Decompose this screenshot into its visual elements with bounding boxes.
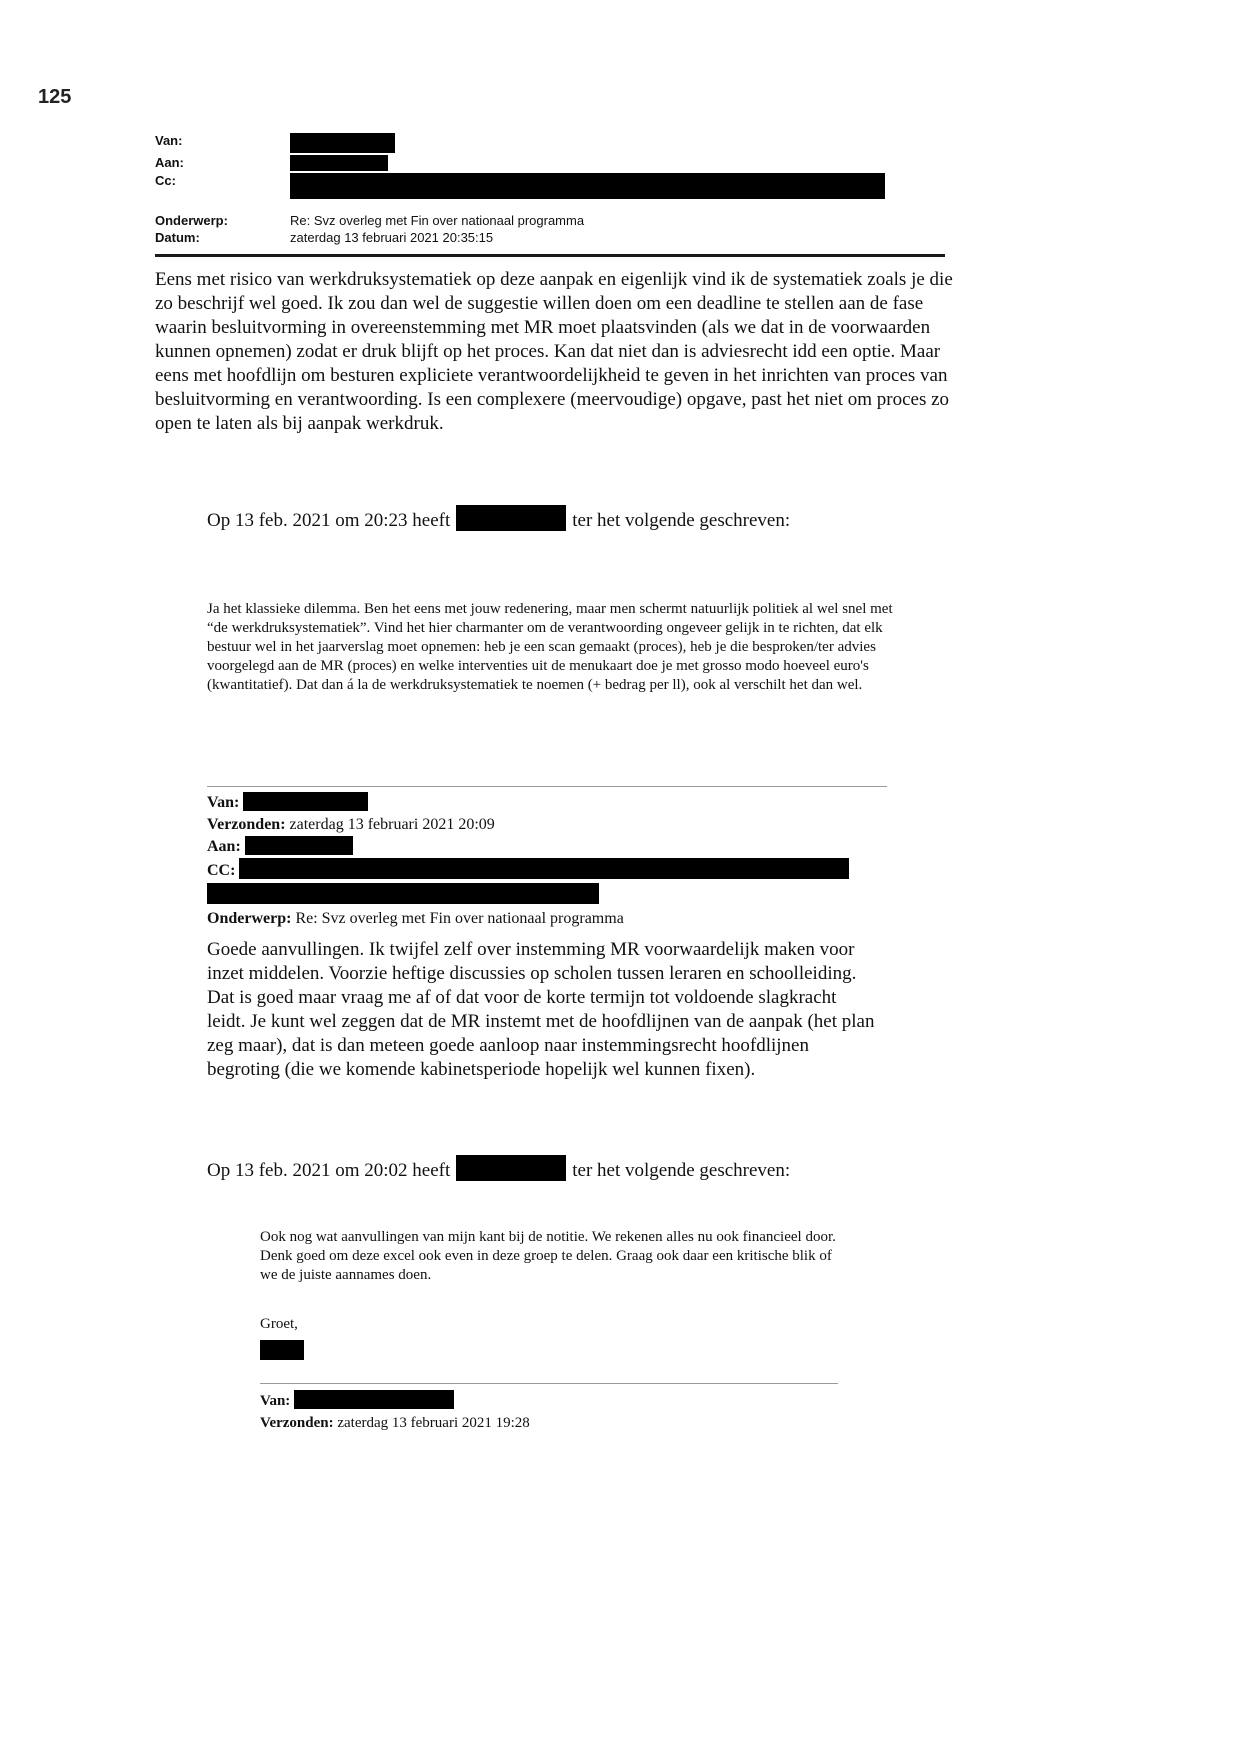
email2-onderwerp-row — [207, 908, 849, 929]
header-spacer — [155, 201, 885, 213]
onderwerp-label: Onderwerp: — [155, 213, 228, 228]
quote2-body: Ook nog wat aanvullingen van mijn kant bij de notitie. We rekenen alles nu ook financieel door. Denk goed om deze excel ook even in deze groep te delen. Graag ook daar een kritische blik of we de juiste aannames doen. — [260, 1229, 836, 1283]
email1-datum-row — [155, 230, 885, 245]
redaction-bar — [290, 155, 388, 171]
email1-header — [155, 133, 885, 247]
quote1-body: Ja het klassieke dilemma. Ben het eens met jouw redenering, maar men schermt natuurlijk politiek al wel snel met “de werkdruksystematiek”. Vind het hier charmanter om de verantwoording ongeveer gelijk in te richten, dat elk bestuur wel in het jaarverslag moet opnemen: heb je een scan gemaakt (proces), heb je die besproken/ter advies voorgelegd aan de MR (proces) en welke interventies uit de menukaart doe je met grosso modo hoeveel euro's (kwantitatief). Dat dan á la de werkdruksystematiek te noemen (+ bedrag per ll), ook al verschilt het dan wel. — [207, 601, 893, 693]
datum-value: zaterdag 13 februari 2021 20:35:15 — [290, 230, 494, 245]
redaction-bar — [290, 173, 885, 199]
email1-body: Eens met risico van werkdruksystematiek op deze aanpak en eigenlijk vind ik de systematiek zoals je die zo beschrijf wel goed. Ik zou dan wel de suggestie willen doen om een deadline te stellen aan de fase waarin besluitvorming in overeenstemming met MR moet plaatsvinden (als we dat in de voorwaarden kunnen opnemen) zodat er druk blijft op het proces. Kan dat niet dan is adviesrecht idd een optie. Maar eens met hoofdlijn om besturen expliciete verantwoordelijkheid te geven in het inrichten van proces van besluitvorming en verantwoording. Is een complexere (meervoudige) opgave, past het niet om proces zo open te laten als bij aanpak werkdruk. — [155, 269, 953, 434]
van-label: Van: — [260, 1393, 291, 1409]
redaction-bar-signature — [260, 1340, 304, 1360]
redaction-bar — [245, 836, 353, 855]
aan-label: Aan: — [155, 155, 184, 170]
email3-header — [260, 1390, 530, 1435]
quote-divider — [207, 786, 887, 787]
cc-label: CC: — [207, 862, 236, 879]
verzonden-label: Verzonden: — [260, 1415, 334, 1431]
datum-label: Datum: — [155, 230, 200, 245]
quote-divider-2 — [260, 1383, 838, 1384]
onderwerp-value: Re: Svz overleg met Fin over nationaal programma — [290, 213, 585, 228]
redaction-bar — [290, 133, 395, 153]
page-number: 125 — [38, 86, 72, 108]
email1-aan-row — [155, 155, 885, 171]
quote2-attribution — [207, 1155, 790, 1184]
verzonden-label: Verzonden: — [207, 816, 286, 833]
email2-aan-row — [207, 836, 849, 857]
email1-cc-row — [155, 173, 885, 199]
email2-cc-overflow-row — [207, 882, 849, 904]
email3-van-row — [260, 1390, 530, 1412]
aan-label: Aan: — [207, 838, 241, 855]
email1-van-row — [155, 133, 885, 153]
email1-onderwerp-row — [155, 213, 885, 228]
onderwerp-label: Onderwerp: — [207, 909, 292, 927]
van-label: Van: — [207, 794, 240, 811]
email2-cc-row — [207, 858, 849, 881]
onderwerp-value: Re: Svz overleg met Fin over nationaal programma — [295, 909, 624, 927]
redaction-bar — [207, 883, 599, 904]
quote1-attribution-prefix: Op 13 feb. 2021 om 20:23 heeft — [207, 510, 451, 531]
email2-van-row — [207, 792, 849, 813]
email2-verzonden-row — [207, 814, 849, 835]
redaction-bar — [294, 1390, 454, 1409]
quote2-attribution-prefix: Op 13 feb. 2021 om 20:02 heeft — [207, 1160, 451, 1181]
van-label: Van: — [155, 133, 183, 148]
verzonden-value: zaterdag 13 februari 2021 20:09 — [289, 816, 495, 833]
quote1-attribution — [207, 505, 790, 534]
cc-label: Cc: — [155, 173, 176, 188]
quote2-closing: Groet, — [260, 1316, 298, 1332]
email3-verzonden-row — [260, 1413, 530, 1434]
redaction-bar — [239, 858, 849, 879]
email2-header — [207, 792, 849, 930]
redaction-bar — [456, 505, 566, 531]
header-divider — [155, 254, 945, 257]
quote2-attribution-suffix: ter het volgende geschreven: — [572, 1160, 791, 1181]
redaction-bar — [243, 792, 368, 811]
redaction-bar — [456, 1155, 566, 1181]
verzonden-value: zaterdag 13 februari 2021 19:28 — [337, 1415, 530, 1431]
quote1-attribution-suffix: ter het volgende geschreven: — [572, 510, 791, 531]
email2-body: Goede aanvullingen. Ik twijfel zelf over instemming MR voorwaardelijk maken voor inzet middelen. Voorzie heftige discussies op scholen tussen leraren en schoolleiding. Dat is goed maar vraag me af of dat voor de korte termijn tot voldoende slagkracht leidt. Je kunt wel zeggen dat de MR instemt met de hoofdlijnen van de aanpak (het plan zeg maar), dat is dan meteen goede aanloop naar instemmingsrecht hoofdlijnen begroting (die we komende kabinetsperiode hopelijk wel kunnen fixen). — [207, 939, 875, 1080]
